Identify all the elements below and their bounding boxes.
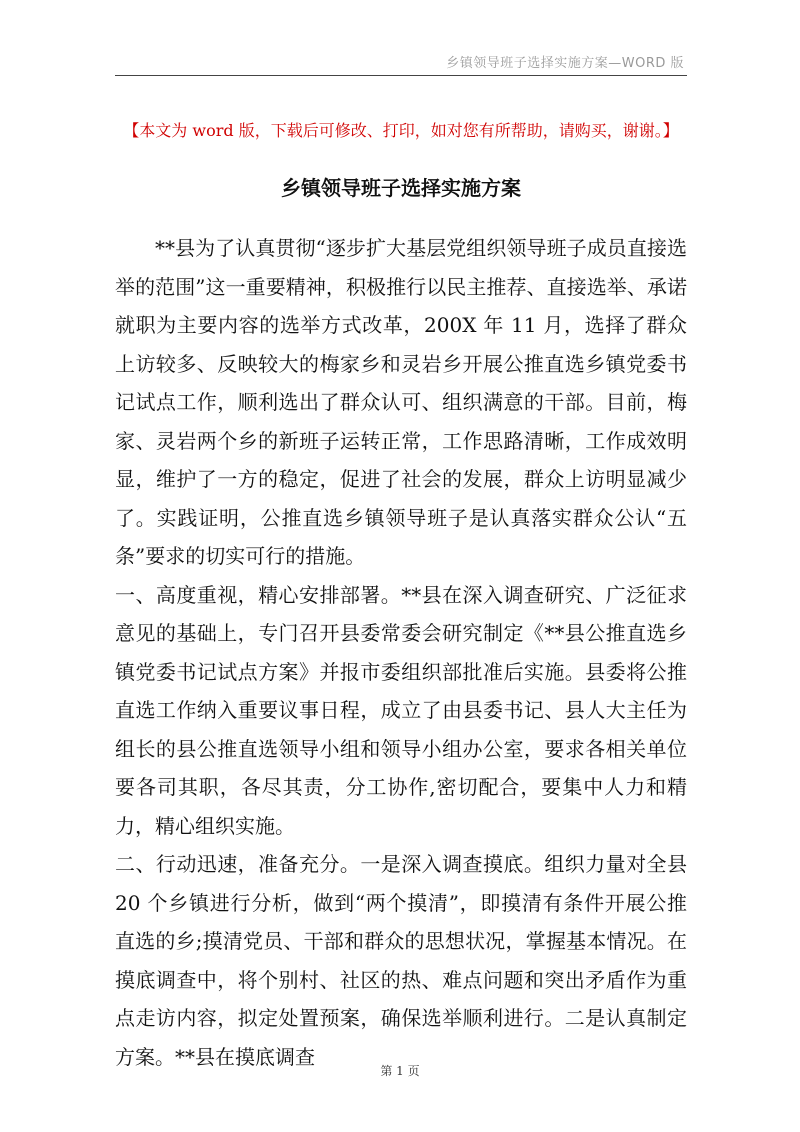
document-title: 乡镇领导班子选择实施方案 — [281, 176, 521, 200]
running-header: 乡镇领导班子选择实施方案—WORD 版 — [446, 56, 684, 71]
document-body — [115, 229, 687, 1076]
purchase-notice: 【本文为 word 版，下载后可修改、打印，如对您有所帮助，请购买，谢谢。】 — [123, 121, 679, 140]
header-divider — [115, 75, 687, 76]
body-paragraph-section-1: 一、高度重视，精心安排部署。**县在深入调查研究、广泛征求意见的基础上，专门召开县委常委会研究制定《**县公推直选乡镇党委书记试点方案》并报市委组织部批准后实施。县委将公推直选工作纳入重要议事日程，成立了由县委书记、县人大主任为组长的县公推直选领导小组和领导小组办公室，要求各相关单位要各司其职，各尽其责，分工协作,密切配合，要集中人力和精力，精心组织实施。 — [115, 582, 687, 838]
body-paragraph-section-2: 二、行动迅速，准备充分。一是深入调查摸底。组织力量对全县 20 个乡镇进行分析，做到“两个摸清”，即摸清有条件开展公推直选的乡;摸清党员、干部和群众的思想状况，掌握基本情况。在摸底调查中，将个别村、社区的热、难点问题和突出矛盾作为重点走访内容，拟定处置预案，确保选举顺利进行。二是认真制定方案。**县在摸底调查 — [115, 852, 687, 1069]
body-paragraph-intro: **县为了认真贯彻“逐步扩大基层党组织领导班子成员直接选举的范围”这一重要精神，积极推行以民主推荐、直接选举、承诺就职为主要内容的选举方式改革，200X 年 11 月，选择了群众上访较多、反映较大的梅家乡和灵岩乡开展公推直选乡镇党委书记试点工作，顺利选出了群众认可、组织满意的干部。目前，梅家、灵岩两个乡的新班子运转正常，工作思路清晰，工作成效明显，维护了一方的稳定，促进了社会的发展，群众上访明显减少了。实践证明，公推直选乡镇领导班子是认真落实群众公认“五条”要求的切实可行的措施。 — [115, 236, 687, 568]
page-number: 第 1 页 — [380, 1064, 420, 1078]
